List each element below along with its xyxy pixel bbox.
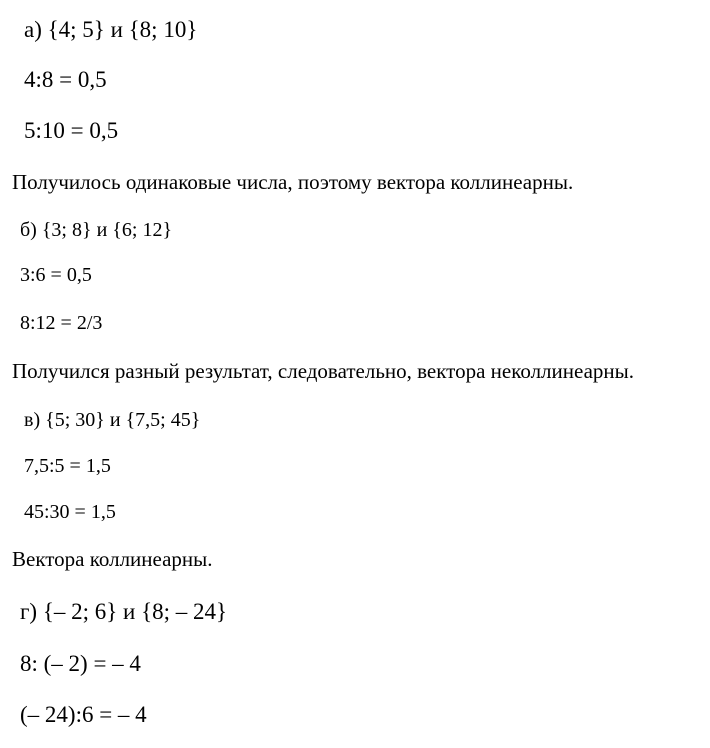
part-c-ratio-1: 7,5:5 = 1,5 <box>24 455 111 477</box>
part-d-heading: г) {– 2; 6} и {8; – 24} <box>20 599 228 624</box>
part-c-ratio-2: 45:30 = 1,5 <box>24 501 116 523</box>
part-b-conclusion: Получился разный результат, следовательно, вектора неколлинеарны. <box>12 359 635 383</box>
part-c-heading: в) {5; 30} и {7,5; 45} <box>24 409 201 431</box>
part-a-ratio-2: 5:10 = 0,5 <box>24 118 119 143</box>
part-d-ratio-1: 8: (– 2) = – 4 <box>20 651 141 676</box>
part-a-conclusion: Получилось одинаковые числа, поэтому вектора коллинеарны. <box>12 170 574 194</box>
part-a-heading: а) {4; 5} и {8; 10} <box>24 17 198 42</box>
part-b-ratio-2: 8:12 = 2/3 <box>20 312 103 334</box>
part-a-ratio-1: 4:8 = 0,5 <box>24 67 107 92</box>
part-b-ratio-1: 3:6 = 0,5 <box>20 264 92 286</box>
part-b-heading: б) {3; 8} и {6; 12} <box>20 219 173 241</box>
part-c-conclusion: Вектора коллинеарны. <box>12 547 213 571</box>
part-d-ratio-2: (– 24):6 = – 4 <box>20 702 147 727</box>
